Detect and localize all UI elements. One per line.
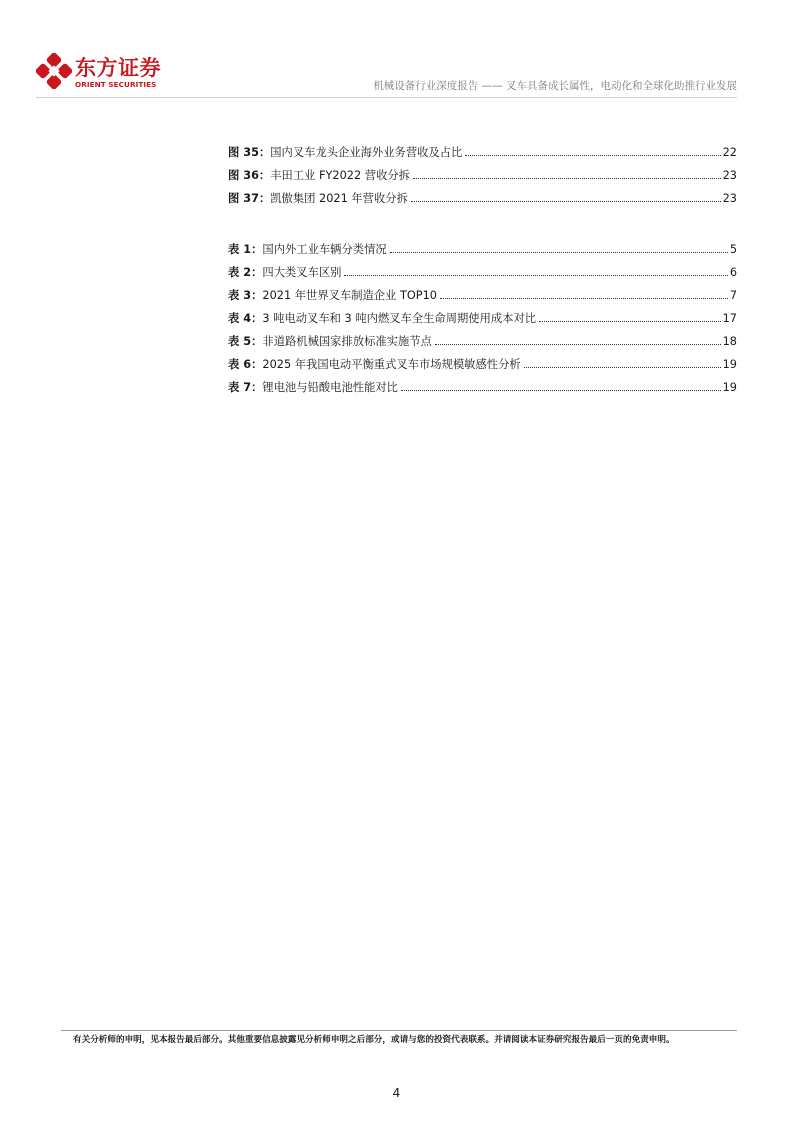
page-number: 4 bbox=[392, 1086, 401, 1100]
toc-leader-dots bbox=[524, 367, 721, 368]
toc-entry-label: 表 4：3 吨电动叉车和 3 吨内燃叉车全生命周期使用成本对比 bbox=[228, 312, 537, 325]
toc-entry-label: 表 7：锂电池与铅酸电池性能对比 bbox=[228, 381, 398, 394]
toc-entry-figure-37[interactable] bbox=[228, 192, 737, 215]
toc-entry-page: 5 bbox=[729, 243, 737, 256]
header-divider bbox=[36, 97, 737, 98]
toc-entry-label: 表 5：非道路机械国家排放标准实施节点 bbox=[228, 335, 432, 348]
toc-leader-dots bbox=[401, 390, 721, 391]
toc-entry-label: 图 37：凯傲集团 2021 年营收分拆 bbox=[228, 192, 408, 205]
toc-entry-table-3[interactable] bbox=[228, 289, 737, 312]
toc-entry-table-6[interactable] bbox=[228, 358, 737, 381]
report-title: 机械设备行业深度报告 —— 叉车具备成长属性，电动化和全球化助推行业发展 bbox=[373, 80, 737, 92]
orient-securities-logo-icon bbox=[36, 53, 72, 89]
toc-entry-page: 6 bbox=[729, 266, 737, 279]
toc-entry-table-4[interactable] bbox=[228, 312, 737, 335]
toc-entry-table-7[interactable] bbox=[228, 381, 737, 404]
brand-logo bbox=[36, 53, 176, 93]
toc-leader-dots bbox=[440, 298, 728, 299]
toc-entry-label: 表 6：2025 年我国电动平衡重式叉车市场规模敏感性分析 bbox=[228, 358, 521, 371]
toc-leader-dots bbox=[435, 344, 721, 345]
toc-entry-page: 23 bbox=[722, 192, 737, 205]
toc-entry-page: 22 bbox=[722, 146, 737, 159]
toc-entry-label: 图 36：丰田工业 FY2022 营收分拆 bbox=[228, 169, 410, 182]
figures-toc bbox=[228, 146, 737, 215]
toc-entry-page: 17 bbox=[722, 312, 737, 325]
toc-leader-dots bbox=[411, 201, 721, 202]
brand-name-cn: 东方证券 bbox=[75, 56, 161, 80]
toc-entry-label: 表 1：国内外工业车辆分类情况 bbox=[228, 243, 387, 256]
toc-entry-label: 表 3：2021 年世界叉车制造企业 TOP10 bbox=[228, 289, 437, 302]
toc-entry-page: 23 bbox=[722, 169, 737, 182]
tables-toc bbox=[228, 243, 737, 404]
toc-leader-dots bbox=[539, 321, 721, 322]
toc-leader-dots bbox=[390, 252, 728, 253]
toc-entry-table-2[interactable] bbox=[228, 266, 737, 289]
footer-disclaimer: 有关分析师的申明，见本报告最后部分。其他重要信息披露见分析师申明之后部分，或请与您的投资代表联系。并请阅读本证券研究报告最后一页的免责申明。 bbox=[73, 1035, 675, 1045]
toc-entry-label: 图 35：国内叉车龙头企业海外业务营收及占比 bbox=[228, 146, 463, 159]
toc-leader-dots bbox=[465, 155, 720, 156]
toc-entry-page: 18 bbox=[722, 335, 737, 348]
brand-name-en: ORIENT SECURITIES bbox=[75, 80, 157, 89]
toc-entry-table-5[interactable] bbox=[228, 335, 737, 358]
toc-leader-dots bbox=[344, 275, 727, 276]
toc-leader-dots bbox=[413, 178, 721, 179]
toc-entry-page: 7 bbox=[729, 289, 737, 302]
toc-entry-label: 表 2：四大类叉车区别 bbox=[228, 266, 342, 279]
footer-divider bbox=[61, 1030, 737, 1031]
toc-entry-figure-36[interactable] bbox=[228, 169, 737, 192]
toc-entry-page: 19 bbox=[722, 358, 737, 371]
toc-entry-page: 19 bbox=[722, 381, 737, 394]
toc-entry-table-1[interactable] bbox=[228, 243, 737, 266]
toc-entry-figure-35[interactable] bbox=[228, 146, 737, 169]
